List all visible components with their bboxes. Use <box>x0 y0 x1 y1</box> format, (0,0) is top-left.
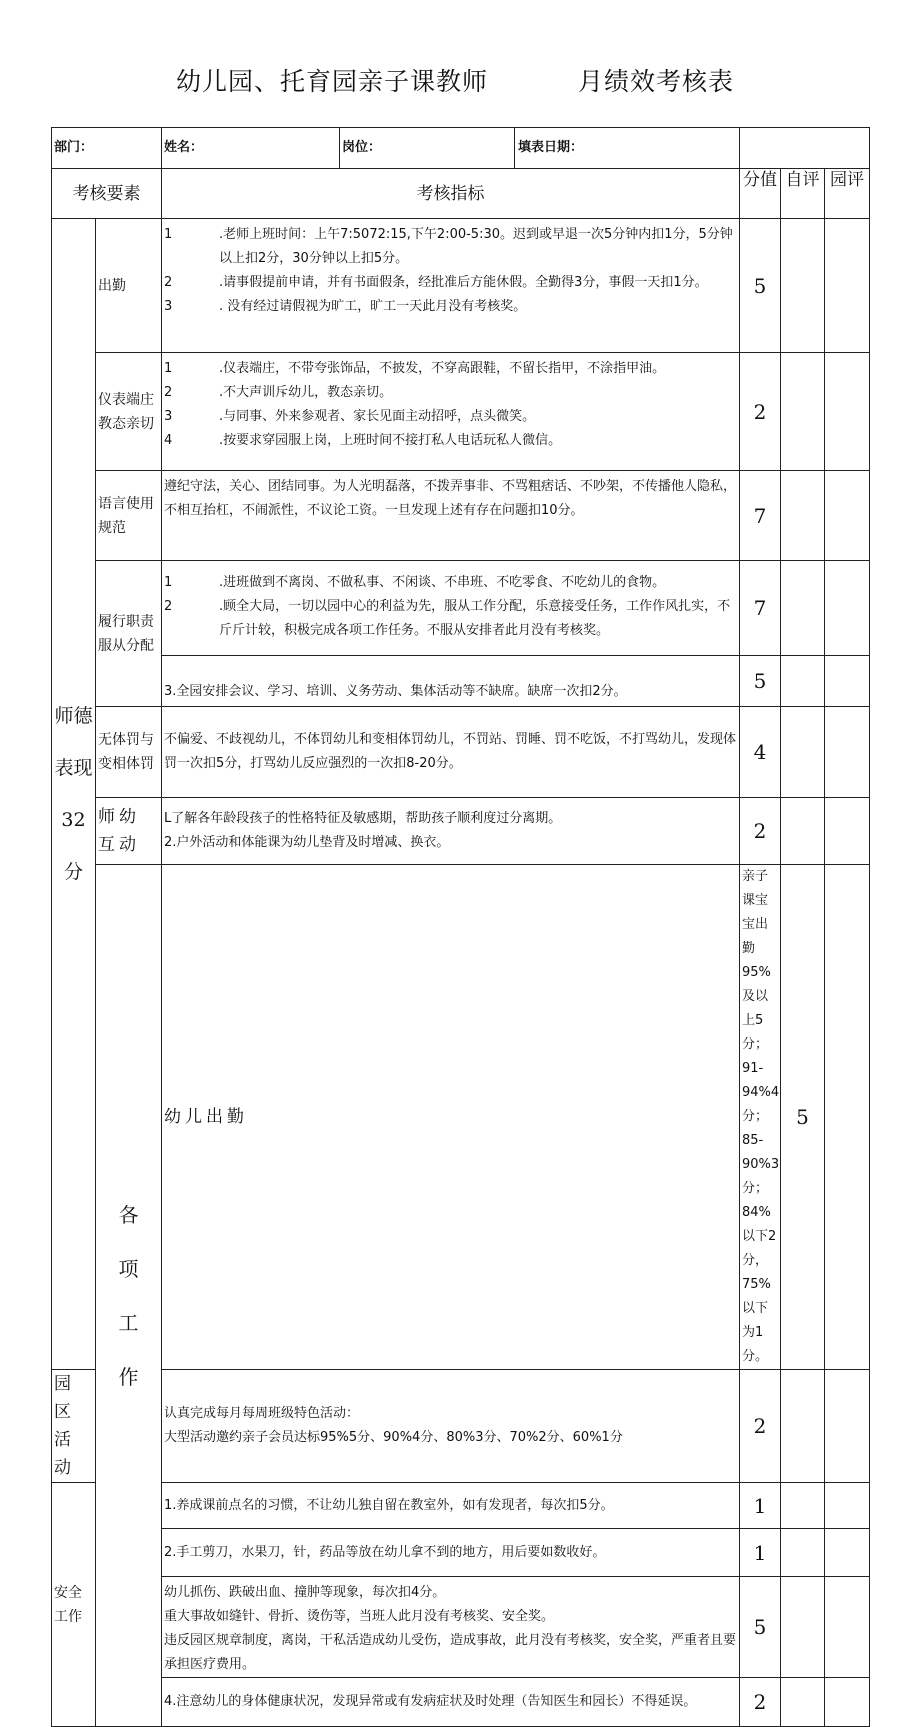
self-score-cell[interactable] <box>781 561 825 656</box>
score-language: 7 <box>740 471 781 561</box>
row-appearance <box>52 353 870 471</box>
self-score-cell[interactable] <box>781 353 825 471</box>
self-score-cell[interactable] <box>781 656 825 707</box>
row-meeting <box>52 656 870 707</box>
desc-safety-2: 2.手工剪刀，水果刀，针，药品等放在幼儿拿不到的地方，用后要如数收好。 <box>162 1529 740 1577</box>
desc-interact: L了解各年龄段孩子的性格特征及敏感期，帮助孩子顺利度过分离期。 2.户外活动和体能课为幼儿垫背及时增减、换衣。 <box>162 798 740 865</box>
label-duty: 履行职责服从分配 <box>96 561 162 707</box>
name-field[interactable]: 姓名： <box>162 128 340 168</box>
row-interact <box>52 798 870 865</box>
desc-safety-4: 4.注意幼儿的身体健康状况，发现异常或有发病症状及时处理（告知医生和园长）不得延误。 <box>162 1678 740 1727</box>
self-score-cell[interactable] <box>781 219 825 353</box>
self-score-cell[interactable] <box>781 1577 825 1678</box>
row-safety-3 <box>52 1577 870 1678</box>
park-score-cell[interactable] <box>825 1577 870 1678</box>
self-score-cell[interactable] <box>781 1370 825 1483</box>
desc-activity: 认真完成每月每周班级特色活动： 大型活动邀约亲子会员达标95%5分、90%4分、80%3分、70%2分、60%1分 <box>162 1370 740 1483</box>
desc-safety-1: 1.养成课前点名的习惯，不让幼儿独自留在教室外，如有发现者，每次扣5分。 <box>162 1483 740 1529</box>
park-score-cell[interactable] <box>825 561 870 656</box>
title-part-2: 月绩效考核表 <box>578 67 735 96</box>
score-appearance: 2 <box>740 353 781 471</box>
row-attendance <box>52 219 870 353</box>
desc-duty: 1 .进班做到不离岗、不做私事、不闲谈、不串班、不吃零食、不吃幼儿的食物。 2 .顾全大局，一切以园中心的利益为先，服从工作分配，乐意接受任务，工作作风扎实，不斤斤计较，积极完成各项工作任务。不服从安排者此月没有考核奖。 <box>162 561 740 656</box>
category-work: 各 项 工 作 <box>96 865 162 1727</box>
desc-safety-3: 幼儿抓伤、跌破出血、撞肿等现象，每次扣4分。 重大事故如缝针、骨折、烫伤等，当班人此月没有考核奖、安全奖。 违反园区规章制度，离岗，干私活造成幼儿受伤，造成事故，此月没有考核奖，安全奖，严重者且要承担医疗费用。 <box>162 1577 740 1678</box>
park-score-cell[interactable] <box>825 353 870 471</box>
desc-attendance: 1 .老师上班时间：上午7:5072:15,下午2:00-5:30。迟到或早退一次5分钟内扣1分，5分钟以上扣2分，30分钟以上扣5分。 2 .请事假提前申请，并有书面假条，经批准后方能休假。全勤得3分，事假一天扣1分。 3 . 没有经过请假视为旷工，旷工一天此月没有考核奖。 <box>162 219 740 353</box>
desc-language: 遵纪守法，关心、团结同事。为人光明磊落，不拨弄事非、不骂粗痞话、不吵架，不传播他人隐私，不相互抬杠，不闹派性，不议论工资。一旦发现上述有存在问题扣10分。 <box>162 471 740 561</box>
row-punish <box>52 707 870 798</box>
self-score-cell[interactable] <box>781 798 825 865</box>
score-interact: 2 <box>740 798 781 865</box>
row-child-attend <box>52 865 870 1370</box>
score-activity: 2 <box>740 1370 781 1483</box>
row-duty <box>52 561 870 656</box>
park-score-cell[interactable] <box>825 1370 870 1483</box>
park-score-cell[interactable] <box>825 471 870 561</box>
row-safety-4 <box>52 1678 870 1727</box>
label-activity: 园区活动 <box>52 1370 96 1483</box>
park-score-cell[interactable] <box>825 219 870 353</box>
score-child-attend: 5 <box>781 865 825 1370</box>
info-row <box>52 128 870 169</box>
self-score-cell[interactable] <box>781 1483 825 1529</box>
label-language: 语言使用规范 <box>96 471 162 561</box>
park-score-cell[interactable] <box>825 1529 870 1577</box>
label-punish: 无体罚与变相体罚 <box>96 707 162 798</box>
post-field[interactable]: 岗位： <box>340 128 515 168</box>
dept-field[interactable]: 部门： <box>52 128 162 169</box>
label-child-attend: 幼儿出勤 <box>162 865 740 1370</box>
desc-meeting: 3.全园安排会议、学习、培训、义务劳动、集体活动等不缺席。缺席一次扣2分。 <box>162 656 740 707</box>
score-safety-1: 1 <box>740 1483 781 1529</box>
self-score-cell[interactable] <box>781 1529 825 1577</box>
title-part-1: 幼儿园、托育园亲子课教师 <box>176 67 489 96</box>
self-score-cell[interactable] <box>825 865 870 1370</box>
col-park: 园评 <box>825 169 870 219</box>
label-appearance: 仪表端庄教态亲切 <box>96 353 162 471</box>
score-attendance: 5 <box>740 219 781 353</box>
assessment-table <box>51 127 870 1727</box>
col-indicator: 考核指标 <box>162 169 740 219</box>
category-ethics: 师德 表现 32 分 <box>52 219 96 1370</box>
park-score-cell[interactable] <box>825 798 870 865</box>
label-interact: 师幼互动 <box>96 798 162 865</box>
row-language <box>52 471 870 561</box>
park-score-cell[interactable] <box>825 1483 870 1529</box>
col-self: 自评 <box>781 169 825 219</box>
score-safety-4: 2 <box>740 1678 781 1727</box>
desc-child-attend: 亲子课宝宝出勤95%及以上5分；91-94%4分；85-90%3分；84%以下2分，75%以下为1分。 <box>740 865 781 1370</box>
date-field[interactable]: 填表日期： <box>518 140 584 155</box>
self-score-cell[interactable] <box>781 707 825 798</box>
col-score: 分值 <box>740 169 781 219</box>
score-duty: 7 <box>740 561 781 656</box>
desc-punish: 不偏爱、不歧视幼儿，不体罚幼儿和变相体罚幼儿，不罚站、罚睡、罚不吃饭，不打骂幼儿，发现体罚一次扣5分，打骂幼儿反应强烈的一次扣8-20分。 <box>162 707 740 798</box>
score-meeting: 5 <box>740 656 781 707</box>
score-safety-3: 5 <box>740 1577 781 1678</box>
label-safety: 安全工作 <box>52 1483 96 1727</box>
row-safety-1 <box>52 1483 870 1529</box>
desc-appearance: 1 .仪表端庄，不带夸张饰品，不披发，不穿高跟鞋，不留长指甲，不涂指甲油。 2 .不大声训斥幼儿，教态亲切。 3 .与同事、外来参观者、家长见面主动招呼，点头微笑。 4 .按要求穿园服上岗，上班时间不接打私人电话玩私人微信。 <box>162 353 740 471</box>
row-safety-2 <box>52 1529 870 1577</box>
column-header-row <box>52 169 870 219</box>
self-score-cell[interactable] <box>781 471 825 561</box>
score-punish: 4 <box>740 707 781 798</box>
row-activity <box>52 1370 870 1483</box>
park-score-cell[interactable] <box>825 656 870 707</box>
self-score-cell[interactable] <box>781 1678 825 1727</box>
score-safety-2: 1 <box>740 1529 781 1577</box>
park-score-cell[interactable] <box>825 707 870 798</box>
label-attendance: 出勤 <box>96 219 162 353</box>
document-title <box>0 62 920 102</box>
park-score-cell[interactable] <box>825 1678 870 1727</box>
col-element: 考核要素 <box>52 169 162 219</box>
